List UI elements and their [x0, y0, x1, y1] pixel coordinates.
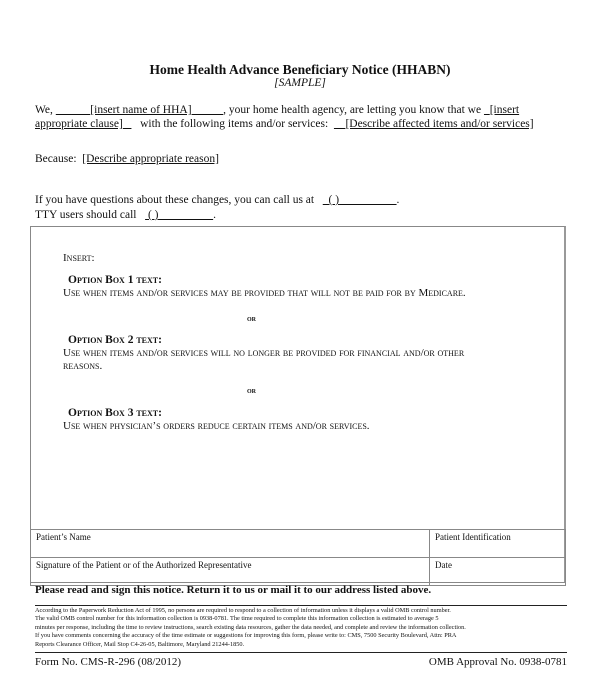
we-label: We, [35, 104, 53, 116]
tty-placeholder: ( ) [147, 209, 159, 221]
paperwork-line: If you have comments concerning the accuracy of the time estimate or suggestions for improving this form, please write to: CMS, 7500 Security Boulevard, Attn: PRA [35, 632, 457, 640]
because-label: Because: [35, 153, 77, 165]
table-row [31, 530, 566, 558]
patient-name-field[interactable] [31, 530, 430, 558]
clause-placeholder-2: appropriate clause] [35, 118, 123, 130]
table-row [31, 558, 566, 586]
signature-label: Signature of the Patient or of the Authorized Representative [36, 560, 252, 570]
insert-label: Insert: [63, 252, 95, 264]
phone-placeholder: ( ) [328, 194, 340, 206]
return-notice: Please read and sign this notice. Return it to us or mail it to our address listed above. [35, 584, 432, 596]
tty-field[interactable] [145, 209, 213, 221]
form-number: Form No. CMS-R-296 (08/2012) [35, 656, 182, 668]
paperwork-reduction-text [35, 607, 575, 649]
questions-text: If you have questions about these changes, you can call us at [35, 194, 315, 206]
or-separator-1: or [247, 313, 256, 323]
top-divider [35, 605, 567, 606]
reason-field[interactable]: [Describe appropriate reason] [82, 153, 219, 165]
option-box-2-text: Use when items and/or services will no longer be provided for financial and/or other [63, 347, 465, 359]
bottom-divider [35, 652, 567, 653]
patient-name-label: Patient’s Name [36, 532, 91, 542]
paperwork-line: Reports Clearance Officer, Mail Stop C4-26-05, Baltimore, Maryland 21244-1850. [35, 640, 245, 648]
option-box-1-text: Use when items and/or services may be provided that will not be paid for by Medicare. [63, 287, 466, 299]
because-line [35, 152, 219, 167]
intro-mid-text: , your home health agency, are letting you know that we [223, 104, 482, 116]
clause-field-2[interactable] [35, 118, 131, 130]
items-placeholder: [Describe affected items and/or services] [345, 118, 534, 130]
phone-field[interactable] [323, 194, 397, 206]
hha-name-placeholder: [insert name of HHA] [90, 104, 192, 116]
omb-approval: OMB Approval No. 0938-0781 [428, 656, 567, 668]
page-subtitle: [SAMPLE] [274, 77, 326, 89]
items-text: with the following items and/or services: [140, 118, 329, 130]
patient-id-label: Patient Identification [435, 532, 511, 542]
tty-line: TTY users should call ( ) . [35, 209, 217, 221]
paperwork-line: According to the Paperwork Reduction Act of 1995, no persons are required to respond to a collection of information unless it displays a valid OMB control number. [35, 607, 451, 614]
option-box-2-heading: Option Box 2 text: [68, 334, 162, 346]
patient-id-field[interactable] [430, 530, 566, 558]
page-title: Home Health Advance Beneficiary Notice (HHABN) [149, 62, 451, 77]
items-field[interactable] [334, 118, 534, 130]
option-box-3-text: Use when physician’s orders reduce certain items and/or services. [63, 420, 370, 432]
option-box-2-text-cont: reasons. [63, 360, 103, 372]
date-label: Date [435, 560, 452, 570]
date-field[interactable] [430, 558, 566, 586]
paperwork-line: The valid OMB control number for this information collection is 0938-0781. The time required to complete this information collection is estimated to average 5 [35, 615, 439, 623]
clause-placeholder-1: [insert [489, 104, 520, 116]
option-box-1-heading: Option Box 1 text: [68, 274, 162, 286]
paperwork-line: minutes per response, including the time to review instructions, search existing data resources, gather the data needed, and complete and review the information collection. [35, 623, 466, 631]
signature-table [30, 529, 566, 586]
hha-name-field[interactable] [56, 104, 223, 116]
tty-text: TTY users should call [35, 209, 137, 221]
signature-field[interactable] [31, 558, 430, 586]
intro-line-1 [35, 103, 519, 118]
option-box-3-heading: Option Box 3 text: [68, 407, 162, 419]
or-separator-2: or [247, 385, 256, 395]
clause-field-1[interactable] [484, 104, 519, 116]
intro-line-2 [35, 117, 534, 132]
questions-line: If you have questions about these changes, you can call us at ( ) . [35, 194, 400, 206]
